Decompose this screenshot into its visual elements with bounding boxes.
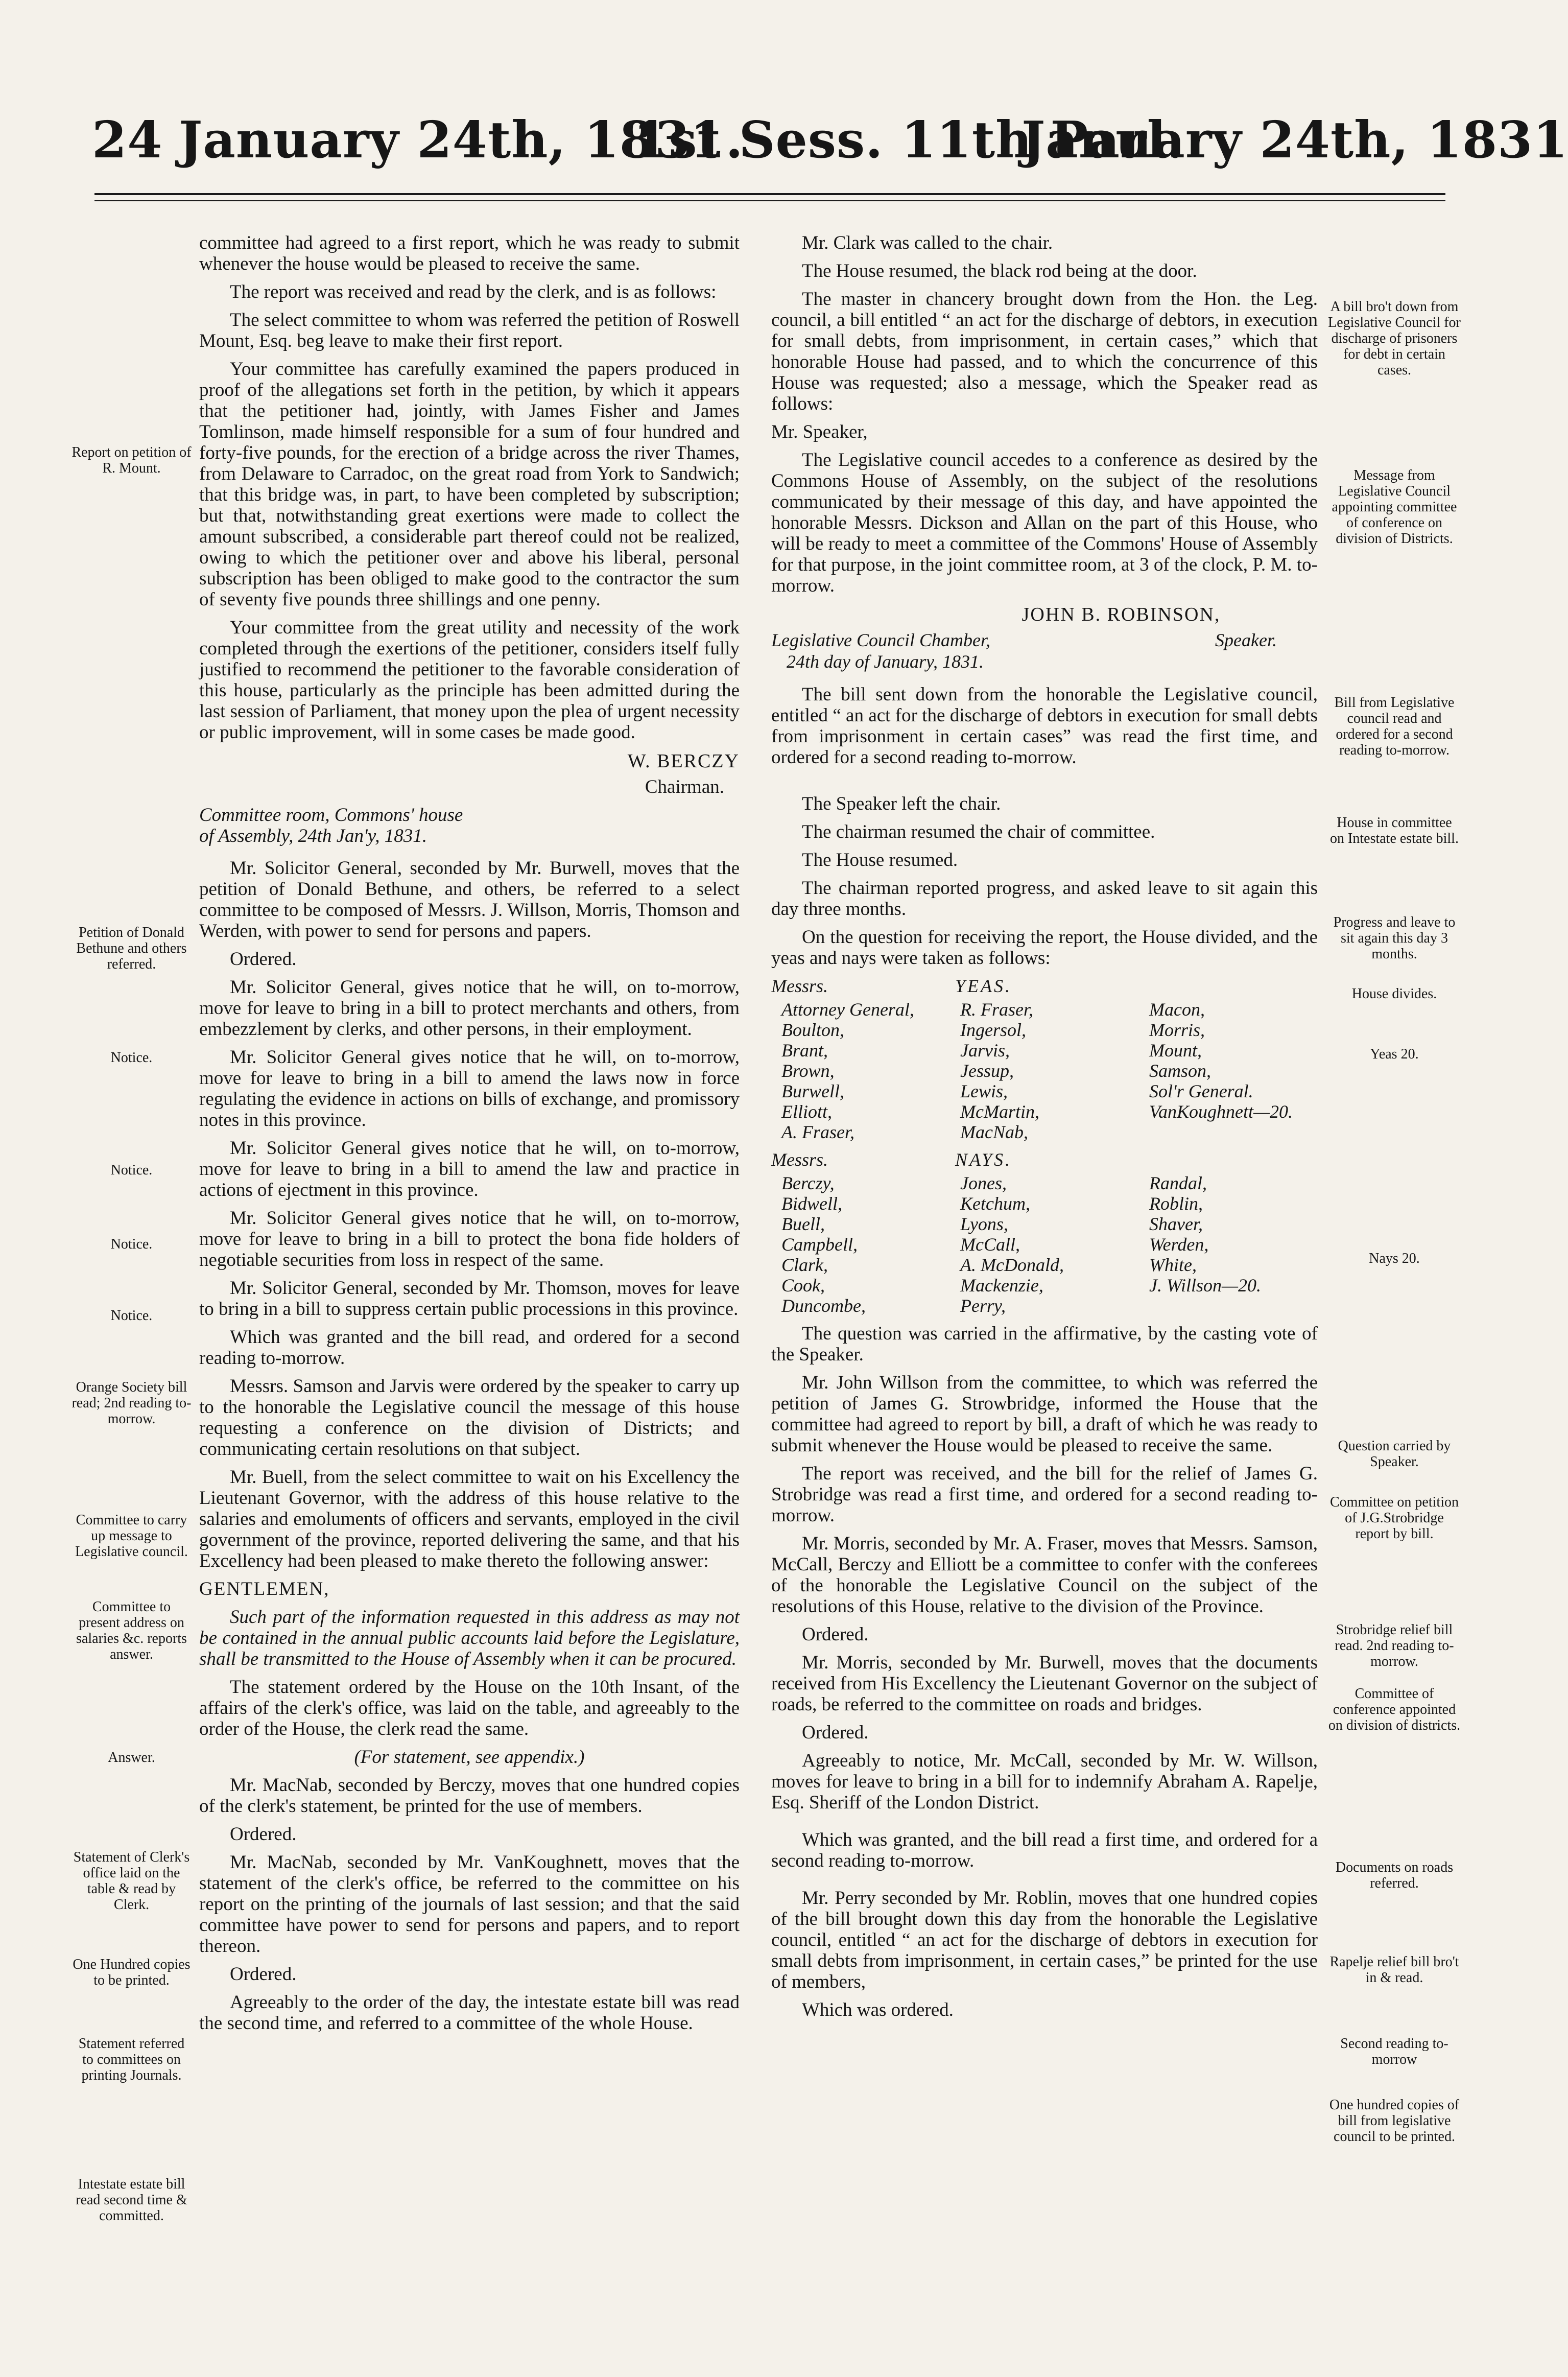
paragraph: Mr. John Willson from the committee, to which was referred the petition of James G. Strowbridge, informed the House that the committee had agreed to report by bill, a draft of which he was ready to submit whenever the House would be pleased to receive the same. [771,1372,1318,1456]
signature-date: 24th day of January, 1831. [787,651,984,672]
paragraph: The report was received, and the bill for the relief of James G. Strobridge was read a first time, and ordered for a second reading to-morrow. [771,1463,1318,1526]
nays-row [771,1275,1318,1296]
yeas-member: Boulton, [781,1020,844,1040]
nays-member: White, [1149,1255,1197,1275]
yeas-member: Burwell, [781,1081,844,1101]
nays-member: Werden, [1149,1234,1209,1255]
paragraph: Which was ordered. [802,1999,954,2020]
spacer [771,775,1318,793]
yeas-list [771,976,1318,1142]
paragraph: Mr. Solicitor General gives notice that he will, on to-morrow, move for leave to bring in a bill to amend the laws now in force regulating the evidence in actions on bills of exchange, and promissory notes in this province. [199,1047,740,1131]
paragraph: The Legislative council accedes to a conference as desired by the Commons House of Assembly, on the subject of the resolutions communicated by their message of this day, and have appointed the honorable Messrs. Dickson and Allan on the part of this House, who will be ready to meet a committee of the Commons' House of Assembly for that purpose, in the joint committee room, at 3 of the clock, P. M. to-morrow. [771,450,1318,596]
yeas-member: Ingersol, [960,1020,1026,1040]
mr-speaker-salutation: Mr. Speaker, [771,421,868,442]
paragraph: The chairman reported progress, and asked leave to sit again this day three months. [771,878,1318,920]
paragraph: Messrs. Samson and Jarvis were ordered by the speaker to carry up to the honorable the Legislative council the message of this house requesting a conference on the division of Districts; and communicating certain resolutions on that subject. [199,1376,740,1460]
paragraph: Which was granted, and the bill read a first time, and ordered for a second reading to-morrow. [771,1829,1318,1871]
margin-note: Notice. [110,1308,153,1324]
signature-title: Speaker. [1215,630,1277,650]
paragraph: Your committee from the great utility and necessity of the work completed through the exertions of the petitioner, considers itself fully justified to recommend the petitioner to the favorable consideration of this house, particularly as the principle has been admitted during the last session of Parliament, that money upon the plea of urgent necessity or public improvement, will in some cases be made good. [199,617,740,743]
yeas-member: Brown, [781,1061,835,1081]
margin-note: A bill bro't down from Legislative Council for discharge of prisoners for debt in certain cases. [1328,299,1461,378]
paragraph: Mr. Solicitor General, seconded by Mr. Thomson, moves for leave to bring in a bill to suppress certain public processions in this province. [199,1278,740,1320]
ordered-line: Ordered. [802,1722,869,1743]
paragraph: The bill sent down from the honorable the Legislative council, entitled “ an act for the discharge of debtors in execution for small debts from imprisonment in certain cases” was read the first time, and ordered for a second reading to-morrow. [771,684,1318,768]
nays-row [771,1193,1318,1214]
margin-note: Committee to carry up message to Legislative council. [75,1512,188,1560]
paragraph: The report was received and read by the clerk, and is as follows: [230,281,717,302]
yeas-member [1139,1122,1318,1142]
margin-note: Documents on roads referred. [1335,1860,1454,1891]
paragraph: The master in chancery brought down from the Hon. the Leg. council, a bill entitled “ an act for the discharge of debtors, in execution for small debts, from imprisonment, in certain cases,” which that honorable House had passed, and to which the concurrence of this House was requested; also a message, which the Speaker read as follows: [771,289,1318,414]
margin-note: Orange Society bill read; 2nd reading to-morrow. [72,1379,192,1427]
ordered-line: Ordered. [230,949,297,970]
margin-note: Petition of Donald Bethune and others referred. [76,925,187,972]
header-date-right: January 24th, 1831 [1021,111,1568,170]
committee-room-date: of Assembly, 24th Jan'y, 1831. [199,826,427,846]
yeas-member: Lewis, [960,1081,1008,1101]
margin-note: Message from Legislative Council appointing committee of conference on division of Districts. [1332,467,1457,547]
header-rule-bottom [94,200,1445,201]
signature-place: Legislative Council Chamber, [771,630,990,650]
yeas-row [771,1122,1318,1142]
paragraph: Mr. Buell, from the select committee to wait on his Excellency the Lieutenant Governor, with the address of this house relative to the salaries and emoluments of officers and servants, employed in the civil government of the province, reported delivering the same, and that his Excellency had been pleased to make thereto the following answer: [199,1467,740,1571]
margin-note: Statement referred to committees on printing Journals. [78,2036,185,2083]
yeas-member: Sol'r General. [1149,1081,1253,1101]
governor-answer: Such part of the information requested in this address as may not be contained in the annual public accounts laid before the Legislature, shall be transmitted to the House of Assembly when it can be procured. [199,1607,740,1669]
ordered-line: Ordered. [802,1624,869,1645]
nays-member: Duncombe, [781,1296,866,1316]
margin-note: Committee of conference appointed on division of districts. [1328,1686,1461,1733]
yeas-member: A. Fraser, [781,1122,854,1142]
margin-note: Question carried by Speaker. [1338,1438,1451,1470]
nays-member: J. Willson—20. [1149,1275,1262,1296]
nays-member: McCall, [960,1234,1020,1255]
nays-member: Campbell, [781,1234,858,1255]
paragraph: Mr. Solicitor General, seconded by Mr. Burwell, moves that the petition of Donald Bethune, and others, be referred to a select committee to be composed of Messrs. J. Willson, Morris, Thomson and Werden, with power to send for persons and papers. [199,858,740,942]
nays-member: Cook, [781,1275,825,1296]
paragraph: Agreeably to the order of the day, the intestate estate bill was read the second time, and referred to a committee of the whole House. [199,1992,740,2034]
nays-member: Clark, [781,1255,828,1275]
yeas-label: YEAS. [955,976,1012,996]
nays-row [771,1234,1318,1255]
margin-note: Committee on petition of J.G.Strobridge report by bill. [1330,1494,1459,1542]
margin-note: One Hundred copies to be printed. [73,1957,191,1988]
nays-label: NAYS. [955,1149,1012,1170]
signature-name: JOHN B. ROBINSON, [1021,604,1221,625]
nays-member: Jones, [960,1173,1007,1193]
yeas-member: Brant, [781,1040,828,1061]
paragraph: Mr. Morris, seconded by Mr. Burwell, moves that the documents received from His Excellency the Lieutenant Governor on the subject of roads, be referred to the committee on roads and bridges. [771,1652,1318,1715]
yeas-member: Mount, [1149,1040,1202,1061]
paragraph: On the question for receiving the report, the House divided, and the yeas and nays were taken as follows: [771,927,1318,969]
nays-member: Randal, [1149,1173,1207,1193]
yeas-row [771,1101,1318,1122]
margin-note: Answer. [108,1750,155,1766]
yeas-row [771,1061,1318,1081]
spacer [771,1820,1318,1829]
paragraph: Mr. MacNab, seconded by Mr. VanKoughnett, moves that the statement of the clerk's office, be referred to the committee on his report on the printing of the journals of last session; and that the said committee have power to send for persons and papers, and to report thereon. [199,1852,740,1957]
margin-note: Notice. [110,1050,153,1066]
paragraph: Mr. Solicitor General gives notice that he will, on to-morrow, move for leave to bring in a bill to protect the bona fide holders of negotiable securities from loss in respect of the same. [199,1208,740,1270]
nays-member: Mackenzie, [960,1275,1043,1296]
yeas-member: Macon, [1149,999,1205,1020]
nays-row [771,1173,1318,1193]
yeas-row [771,1040,1318,1061]
paragraph: Mr. Clark was called to the chair. [802,232,1053,253]
nays-row [771,1214,1318,1234]
ordered-line: Ordered. [230,1964,297,1985]
ordered-line: Ordered. [230,1824,297,1845]
header-session: 1st Sess. 11th Parl. [633,111,1185,170]
margin-note: Strobridge relief bill read. 2nd reading to-morrow. [1335,1622,1454,1669]
nays-member: Perry, [960,1296,1006,1316]
paragraph: Mr. Solicitor General, gives notice that he will, on to-morrow, move for leave to bring in a bill to protect merchants and others, from embezzlement by clerks, and other persons, in their employment. [199,977,740,1040]
yeas-member: Morris, [1149,1020,1205,1040]
margin-note: House divides. [1351,986,1437,1002]
paragraph: Mr. Morris, seconded by Mr. A. Fraser, moves that Messrs. Samson, McCall, Berczy and Elliott be a committee to confer with the conferees of the honorable the Legislative Council on the subject of the resolutions of this House, relative to the division of the Province. [771,1533,1318,1617]
yeas-member: Elliott, [781,1101,832,1122]
yeas-row [771,1020,1318,1040]
nays-heading [771,1149,1318,1170]
yeas-member: Jarvis, [960,1040,1010,1061]
paragraph: committee had agreed to a first report, which he was ready to submit whenever the house would be pleased to receive the same. [199,232,740,274]
yeas-member: Attorney General, [781,999,914,1020]
margin-note: Bill from Legislative council read and ordered for a second reading to-morrow. [1334,695,1455,758]
paragraph: Mr. Solicitor General gives notice that he will, on to-morrow, move for leave to bring in a bill to amend the law and practice in actions of ejectment in this province. [199,1138,740,1201]
yeas-member: Samson, [1149,1061,1211,1081]
gentlemen-salutation: GENTLEMEN, [199,1579,330,1599]
yeas-member: VanKoughnett—20. [1149,1101,1293,1122]
statement-note: (For statement, see appendix.) [354,1747,585,1768]
paragraph: Mr. MacNab, seconded by Berczy, moves that one hundred copies of the clerk's statement, be printed for the use of members. [199,1775,740,1817]
left-column [199,232,740,2041]
margin-note: Statement of Clerk's office laid on the table & read by Clerk. [73,1849,190,1913]
paragraph: The House resumed. [802,850,958,870]
paragraph: Which was granted and the bill read, and ordered for a second reading to-morrow. [199,1327,740,1369]
paragraph: Mr. Perry seconded by Mr. Roblin, moves that one hundred copies of the bill brought down this day from the honorable the Legislative council, entitled “ an act for the discharge of debtors in execution for small debts from imprisonment, in certain cases,” be printed for the use of members, [771,1888,1318,1992]
paragraph: Agreeably to notice, Mr. McCall, seconded by Mr. W. Willson, moves for leave to bring in a bill for to indemnify Abraham A. Rapelje, Esq. Sheriff of the London District. [771,1750,1318,1813]
yeas-member: McMartin, [960,1101,1039,1122]
nays-member: A. McDonald, [960,1255,1064,1275]
yeas-row [771,999,1318,1020]
signature-name: W. BERCZY [627,750,740,772]
margin-note: Yeas 20. [1370,1046,1419,1062]
page-number: 24 [92,111,163,170]
yeas-heading [771,976,1318,996]
margin-note: Notice. [110,1162,153,1178]
margin-note: Rapelje relief bill bro't in & read. [1329,1954,1459,1986]
margin-note: Intestate estate bill read second time & committed. [76,2176,187,2224]
nays-member: Buell, [781,1214,825,1234]
spacer [771,1878,1318,1888]
yeas-member: Jessup, [960,1061,1014,1081]
paragraph: The question was carried in the affirmative, by the casting vote of the Speaker. [771,1323,1318,1365]
paragraph: The select committee to whom was referred the petition of Roswell Mount, Esq. beg leave to make their first report. [199,310,740,351]
paragraph: The statement ordered by the House on the 10th Insant, of the affairs of the clerk's office, was laid on the table, and agreeably to the order of the House, the clerk read the same. [199,1677,740,1739]
paragraph: The chairman resumed the chair of committee. [802,821,1155,842]
yeas-table [771,999,1318,1142]
paragraph: The House resumed, the black rod being at the door. [802,261,1197,281]
nays-member: Roblin, [1149,1193,1203,1214]
header-rule-top [94,193,1445,195]
yeas-member: R. Fraser, [960,999,1033,1020]
nays-member: Ketchum, [960,1193,1030,1214]
header-date-left: January 24th, 1831. [179,111,744,170]
margin-note: Committee to present address on salaries &c. reports answer. [76,1599,187,1662]
committee-room-line: Committee room, Commons' house [199,805,463,826]
paragraph: Your committee has carefully examined the papers produced in proof of the allegations set forth in the petition, by which it appears that the petitioner had, jointly, with James Fisher and James Tomlinson, made himself responsible for a sum of four hundred and forty-five pounds, for the erection of a bridge across the river Thames, from Delaware to Carradoc, on the great road from York to Sandwich; that this bridge was, in part, to have been completed by subscription; but that, notwithstanding great exertions were made to collect the amount subscribed, a considerable part thereof could not be realized, owing to which the petitioner over and above his liberal, personal subscription has been obliged to make good to the contractor the sum of seventy five pounds three shillings and one penny. [199,359,740,610]
nays-member: Shaver, [1149,1214,1203,1234]
nays-list [771,1149,1318,1316]
yeas-messrs: Messrs. [771,976,828,996]
nays-row [771,1255,1318,1275]
nays-row [771,1296,1318,1316]
margin-note: Report on petition of R. Mount. [72,444,192,476]
nays-messrs: Messrs. [771,1149,828,1170]
margin-note: House in committee on Intestate estate bill. [1330,815,1459,846]
signature-title: Chairman. [645,776,724,797]
margin-note: Notice. [110,1236,153,1252]
nays-member: Bidwell, [781,1193,842,1214]
nays-member: Lyons, [960,1214,1008,1234]
page-header [77,107,1568,174]
signature-block [771,630,1318,674]
nays-table [771,1173,1318,1316]
nays-member: Berczy, [781,1173,835,1193]
margin-note: Progress and leave to sit again this day 3 months. [1333,914,1456,962]
nays-member [1139,1296,1318,1316]
margin-note: Nays 20. [1369,1251,1420,1266]
margin-note: One hundred copies of bill from legislative council to be printed. [1329,2097,1460,2145]
yeas-member: MacNab, [960,1122,1028,1142]
paragraph: The Speaker left the chair. [802,793,1001,814]
margin-note: Second reading to-morrow [1340,2036,1448,2067]
yeas-row [771,1081,1318,1101]
right-column [771,232,1318,2028]
